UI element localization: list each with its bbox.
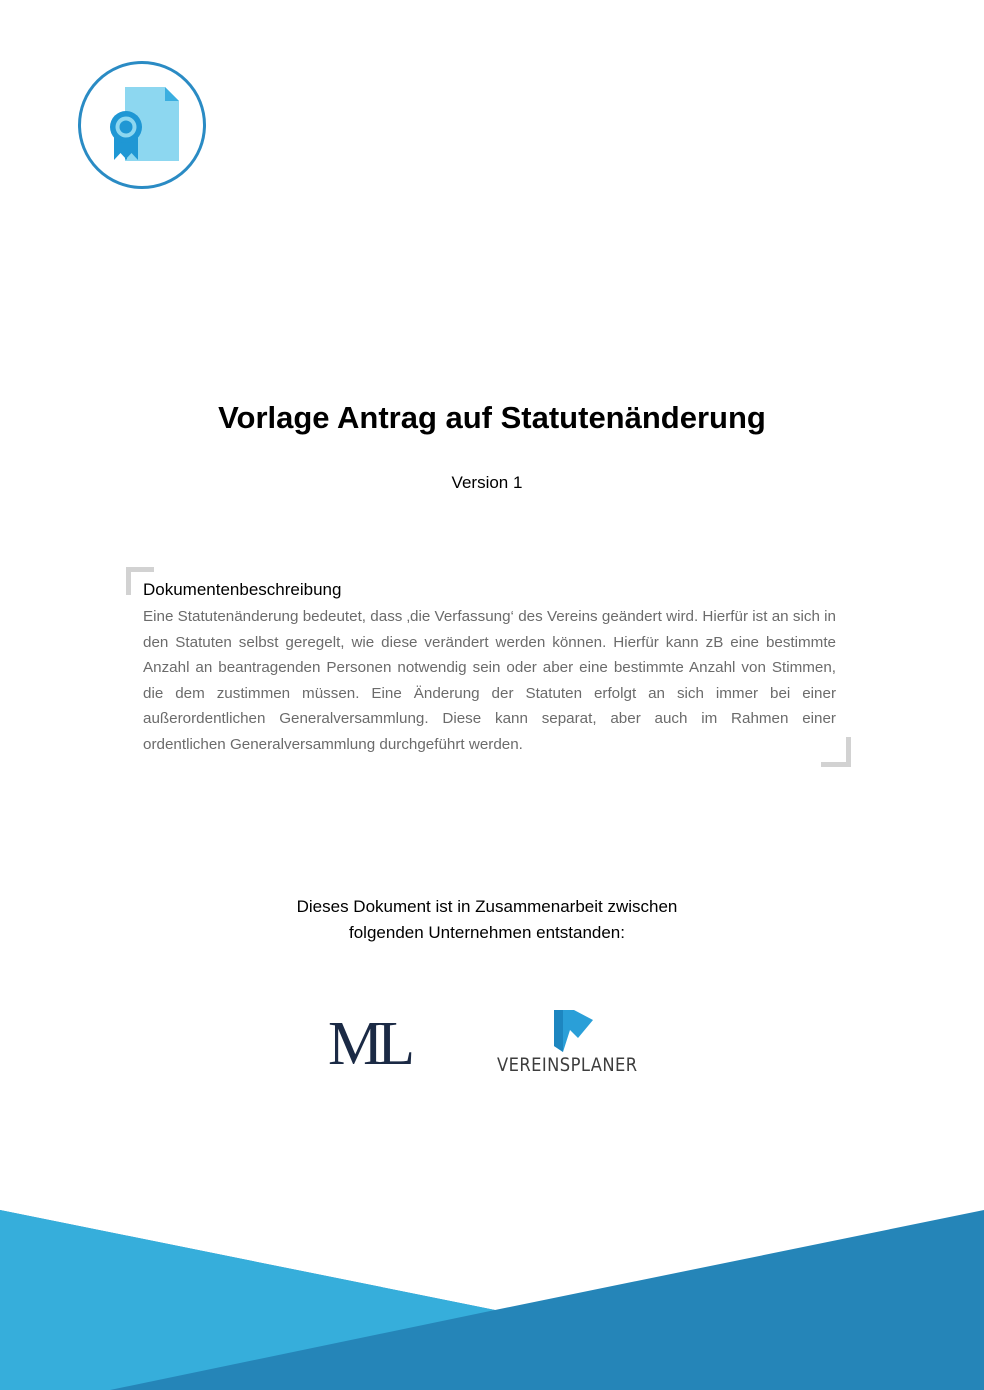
document-version: Version 1: [451, 473, 523, 492]
document-title: Vorlage Antrag auf Statutenänderung: [218, 400, 766, 435]
vereinsplaner-logo: [497, 1008, 649, 1080]
ml-logo: [328, 1016, 418, 1068]
footer-wave-decoration: [0, 1205, 984, 1390]
collaboration-line-2: folgenden Unternehmen entstanden:: [349, 923, 625, 942]
quote-corner-bottom-right: [821, 737, 851, 767]
ml-logo-text: ML: [328, 1016, 409, 1068]
description-block: [143, 579, 836, 758]
description-text: Eine Statutenänderung bedeutet, dass ‚die Verfassung‘ des Vereins geändert wird. Hierfür ist an sich in den Statuten selbst geregelt, wie diese verändert werden können. Hierfür kann zB eine bestimmte Anzahl an beantragenden Personen notwendig sein oder aber eine bestimmte Anzahl von Stimmen, die dem zustimmen müssen. Eine Änderung der Statuten erfolgt an sich immer bei einer außerordentlichen Generalversammlung. Diese kann separat, aber auch im Rahmen einer ordentlichen Generalversammlung durchgeführt werden.: [143, 608, 836, 753]
collaboration-line-1: Dieses Dokument ist in Zusammenarbeit zwischen: [296, 897, 678, 916]
collaboration-note: [0, 894, 974, 946]
description-heading: Dokumentenbeschreibung: [143, 580, 342, 599]
vereinsplaner-logo-text: VEREINSPLANER: [497, 1054, 638, 1076]
certificate-document-icon: [78, 61, 206, 189]
